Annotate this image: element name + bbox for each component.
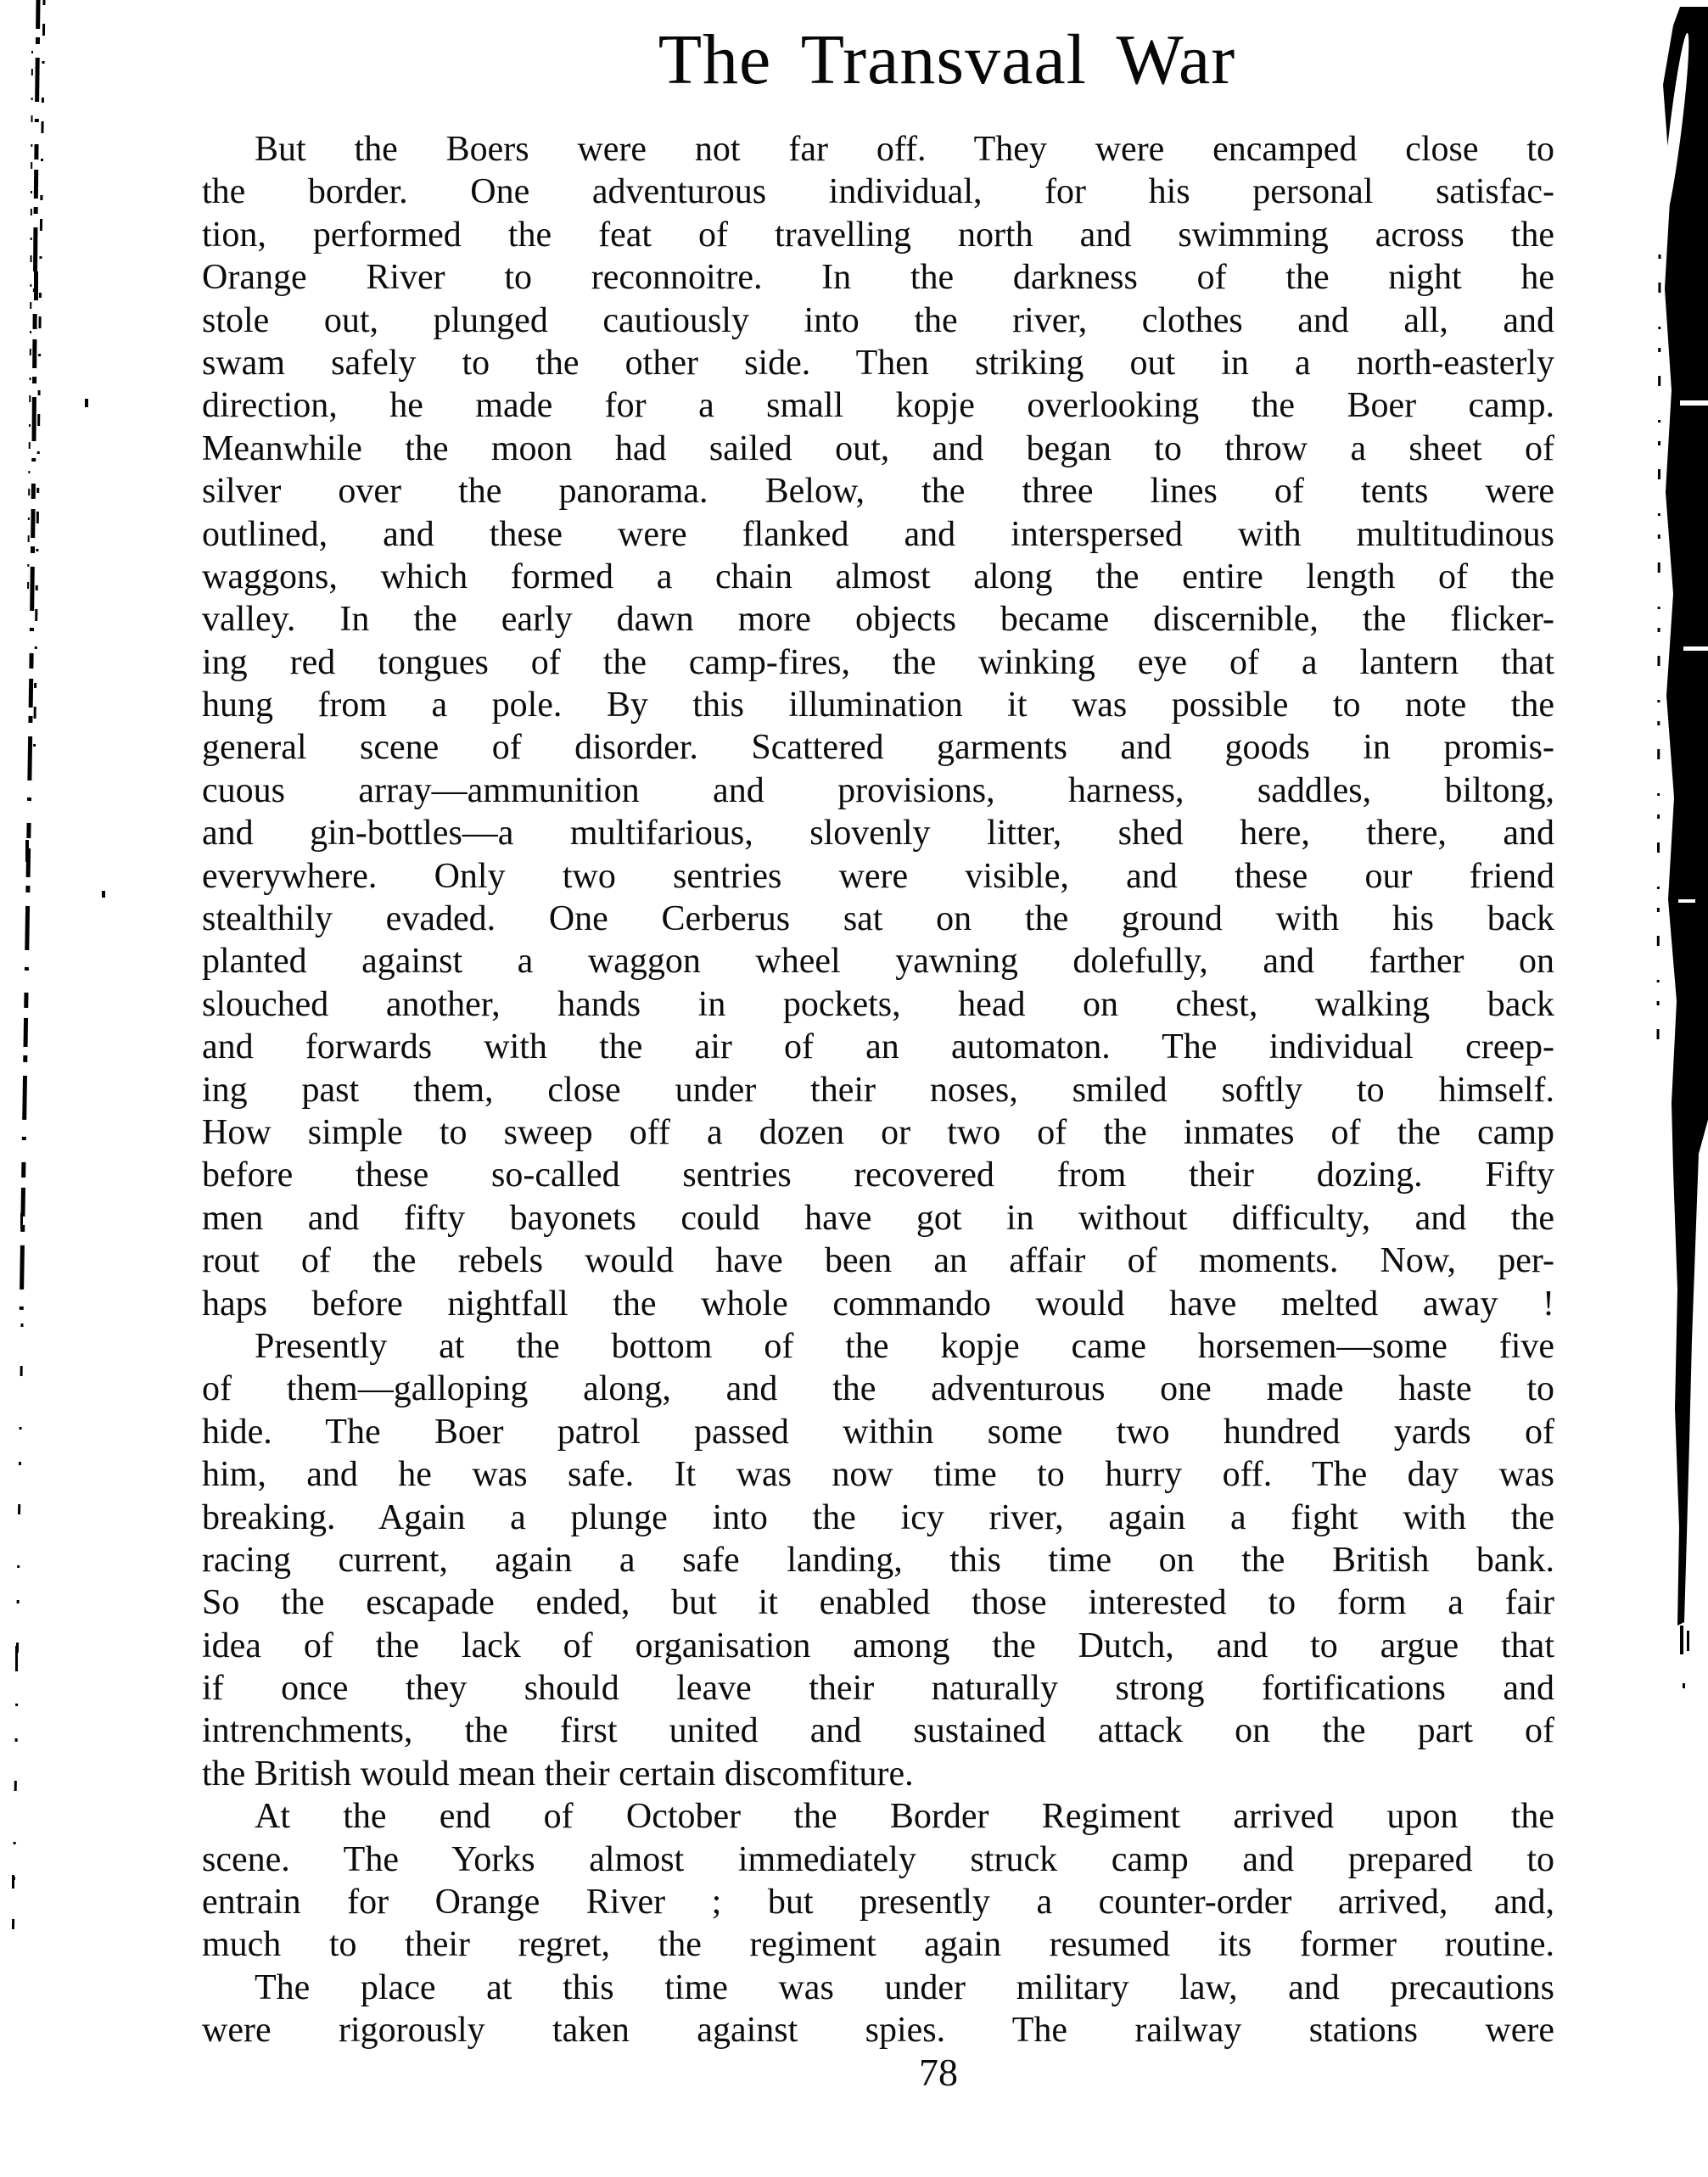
text-line: outlined, and these were flanked and interspersed with multitudinous <box>202 514 1554 554</box>
text-line: waggons, which formed a chain almost along the entire length of the <box>202 557 1554 596</box>
text-line: So the escapade ended, but it enabled those interested to form a fair <box>202 1583 1554 1623</box>
text-line: silver over the panorama. Below, the three lines of tents were <box>202 472 1554 512</box>
text-line: stole out, plunged cautiously into the river, clothes and all, and <box>202 300 1554 340</box>
book-gutter-shadow-icon <box>1595 0 1708 2177</box>
text-line: and gin-bottles—a multifarious, slovenly litter, shed here, there, and <box>202 814 1554 853</box>
text-line: of them—galloping along, and the adventurous one made haste to <box>202 1369 1554 1409</box>
text-line: men and fifty bayonets could have got in without difficulty, and the <box>202 1198 1554 1238</box>
page-number: 78 <box>919 2051 958 2094</box>
text-line: cuous array—ammunition and provisions, harness, saddles, biltong, <box>202 770 1554 810</box>
text-line: tion, performed the feat of travelling north and swimming across the <box>202 215 1554 255</box>
text-line: At the end of October the Border Regiment arrived upon the <box>255 1797 1554 1837</box>
text-line: ing red tongues of the camp-fires, the winking eye of a lantern that <box>202 642 1554 682</box>
scan-noise-left-icon <box>0 0 110 2177</box>
text-line: The place at this time was under military law, and precautions <box>255 1967 1554 2007</box>
text-line: How simple to sweep off a dozen or two of the inmates of the camp <box>202 1112 1554 1152</box>
text-line: racing current, again a safe landing, this time on the British bank. <box>202 1540 1554 1580</box>
text-line: rout of the rebels would have been an affair of moments. Now, per- <box>202 1241 1554 1281</box>
text-line: the British would mean their certain discomfiture. <box>202 1754 914 1794</box>
text-line: him, and he was safe. It was now time to hurry off. The day was <box>202 1455 1554 1495</box>
text-line: entrain for Orange River ; but presently a counter-order arrived, and, <box>202 1883 1554 1922</box>
text-line: scene. The Yorks almost immediately struck camp and prepared to <box>202 1839 1554 1879</box>
text-line: idea of the lack of organisation among the Dutch, and to argue that <box>202 1626 1554 1665</box>
text-line: were rigorously taken against spies. The railway stations were <box>202 2011 1554 2051</box>
text-line: intrenchments, the first united and sustained attack on the part of <box>202 1711 1554 1751</box>
text-line: much to their regret, the regiment again resumed its former routine. <box>202 1925 1554 1965</box>
text-line: everywhere. Only two sentries were visible, and these our friend <box>202 856 1554 896</box>
text-line: ing past them, close under their noses, smiled softly to himself. <box>202 1070 1554 1110</box>
text-line: Presently at the bottom of the kopje came horsemen—some five <box>255 1326 1554 1366</box>
text-line: the border. One adventurous individual, for his personal satisfac- <box>202 172 1554 212</box>
text-line: before these so-called sentries recovered from their dozing. Fifty <box>202 1156 1554 1195</box>
text-line: stealthily evaded. One Cerberus sat on the ground with his back <box>202 899 1554 939</box>
text-line: direction, he made for a small kopje overlooking the Boer camp. <box>202 386 1554 426</box>
text-line: slouched another, hands in pockets, head on chest, walking back <box>202 984 1554 1024</box>
body-text <box>202 128 1554 2052</box>
text-line: and forwards with the air of an automaton. The individual creep- <box>202 1027 1554 1067</box>
text-line: But the Boers were not far off. They were encamped close to <box>255 130 1554 169</box>
text-line: hung from a pole. By this illumination it was possible to note the <box>202 686 1554 725</box>
text-line: hide. The Boer patrol passed within some two hundred yards of <box>202 1412 1554 1452</box>
text-line: swam safely to the other side. Then striking out in a north-easterly <box>202 343 1554 383</box>
page-title: The Transvaal War <box>658 20 1236 99</box>
text-line: breaking. Again a plunge into the icy river, again a fight with the <box>202 1497 1554 1537</box>
text-line: Orange River to reconnoitre. In the darkness of the night he <box>202 258 1554 298</box>
text-line: haps before nightfall the whole commando would have melted away ! <box>202 1284 1554 1324</box>
text-line: valley. In the early dawn more objects became discernible, the flicker- <box>202 600 1554 640</box>
text-line: if once they should leave their naturally strong fortifications and <box>202 1669 1554 1709</box>
text-line: general scene of disorder. Scattered garments and goods in promis- <box>202 728 1554 768</box>
text-line: planted against a waggon wheel yawning dolefully, and farther on <box>202 942 1554 982</box>
text-line: Meanwhile the moon had sailed out, and began to throw a sheet of <box>202 428 1554 468</box>
